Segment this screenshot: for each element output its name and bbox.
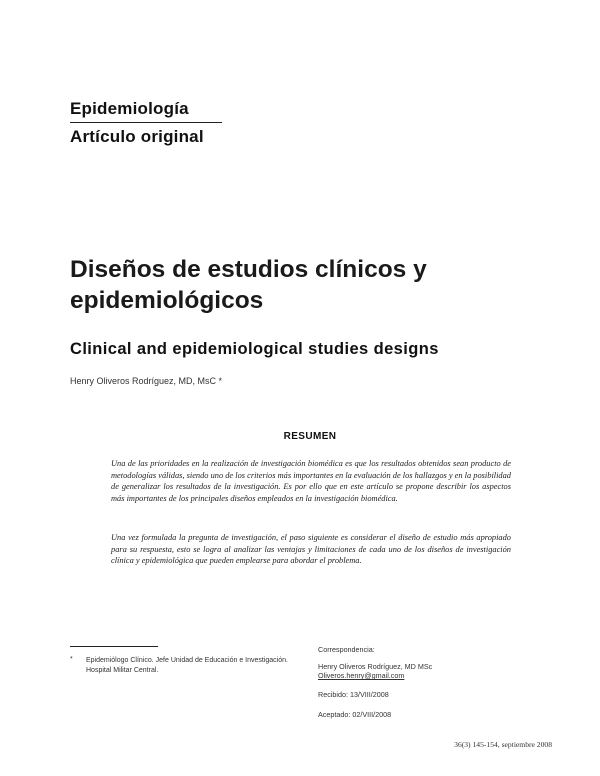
article-title-english: Clinical and epidemiological studies designs bbox=[70, 340, 439, 358]
section-subtitle: Artículo original bbox=[70, 127, 204, 146]
correspondence-name: Henry Oliveros Rodríguez, MD MSc bbox=[318, 662, 433, 671]
article-authors: Henry Oliveros Rodríguez, MD, MsC * bbox=[70, 376, 223, 386]
correspondence-email-link[interactable]: Oliveros.henry@gmail.com bbox=[318, 671, 405, 680]
abstract-paragraph-1: Una de las prioridades en la realización de investigación biomédica es que los resultados obtenidos sean producto de metodologías válidas, siendo uno de los criterios más importantes en la evaluación de los hallazgos y en la posibilidad de generalizar los resultados de la investigación. Es por ello que en este artículo se propone describir los aspectos más importantes de los principales diseños empleados en la investigación biomédica. bbox=[111, 459, 511, 503]
accepted-date: Aceptado: 02/VIII/2008 bbox=[318, 710, 392, 719]
received-date: Recibido: 13/VIII/2008 bbox=[318, 690, 389, 699]
correspondence-label: Correspondencia: bbox=[318, 645, 375, 654]
footnote-mark: * bbox=[70, 656, 73, 663]
journal-reference: 36(3) 145-154, septiembre 2008 bbox=[454, 740, 552, 749]
abstract-paragraph-2: Una vez formulada la pregunta de investigación, el paso siguiente es considerar el diseño de estudio más apropiado para su respuesta, esto se logra al analizar las ventajas y limitaciones de cada uno de los diseños de investigación clínica y epidemiológica que pueden emplearse para abordar el problema. bbox=[111, 533, 511, 566]
footnote-text: Epidemiólogo Clínico. Jefe Unidad de Educación e Investigación. Hospital Militar Central. bbox=[86, 657, 288, 674]
section-divider bbox=[70, 122, 222, 123]
section-title: Epidemiología bbox=[70, 99, 189, 118]
footnote-divider bbox=[70, 646, 158, 647]
article-title: Diseños de estudios clínicos y epidemiológicos bbox=[70, 256, 427, 314]
abstract-heading: RESUMEN bbox=[283, 431, 337, 442]
